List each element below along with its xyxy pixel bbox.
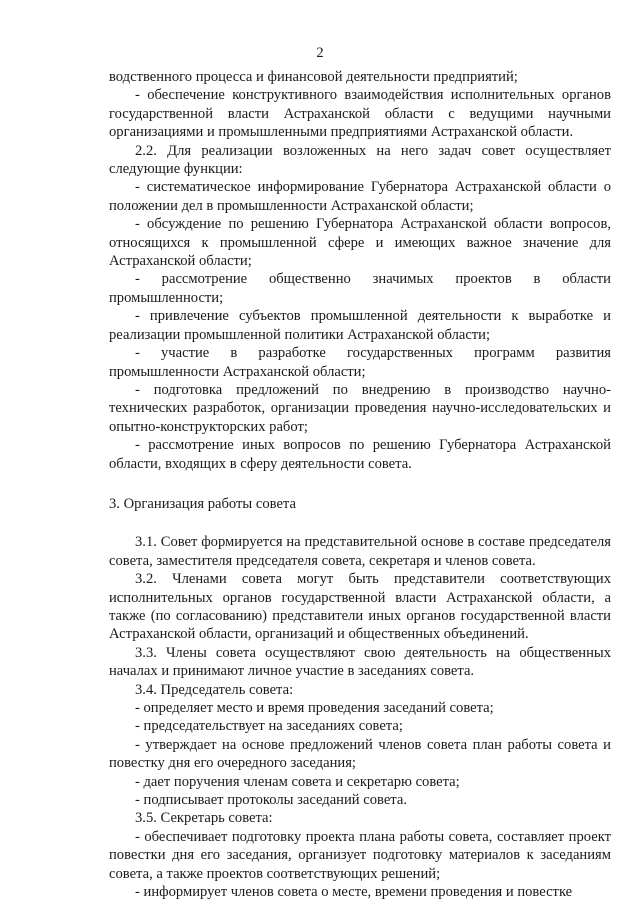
paragraph: - обеспечение конструктивного взаимодействия исполнительных органов государственной власти Астраханской области с ведущими научными организациями и промышленными предприятиями Астраханской области. xyxy=(109,87,611,141)
paragraph: - дает поручения членам совета и секретарю совета; xyxy=(135,773,460,790)
paragraph: - подготовка предложений по внедрению в производство научно-технических разработок, организации проведения научно-исследовательских и опытно-конструкторских работ; xyxy=(109,381,611,435)
paragraph: 3.4. Председатель совета: xyxy=(135,681,294,698)
paragraph: 2.2. Для реализации возложенных на него задач совет осуществляет следующие функции: xyxy=(109,142,611,178)
paragraph: - обсуждение по решению Губернатора Астраханской области вопросов, относящихся к промышленной сфере и имеющих важное значение для Астраханской области; xyxy=(109,216,611,270)
paragraph: - определяет место и время проведения заседаний совета; xyxy=(135,700,494,716)
paragraph: - систематическое информирование Губернатора Астраханской области о положении дел в промышленности Астраханской области; xyxy=(109,179,611,214)
page-number: 2 xyxy=(316,45,324,61)
paragraph: 3.2. Членами совета могут быть представители соответствующих исполнительных органов государственной власти Астраханской области, а также (по согласованию) представители иных органов государственной власти Астраханской области, организаций и общественных объединений. xyxy=(109,571,611,643)
paragraph: - участие в разработке государственных программ развития промышленности Астраханской области; xyxy=(109,345,611,380)
paragraph: 3.1. Совет формируется на представительной основе в составе председателя совета, заместителя председателя совета, секретаря и членов совета. xyxy=(109,534,611,569)
paragraph: - рассмотрение общественно значимых проектов в области промышленности; xyxy=(109,271,611,306)
paragraph: - рассмотрение иных вопросов по решению Губернатора Астраханской области, входящих в сферу деятельности совета. xyxy=(109,437,611,472)
paragraph: - привлечение субъектов промышленной деятельности к выработке и реализации промышленной политики Астраханской области; xyxy=(109,308,611,343)
document-body xyxy=(109,68,611,901)
section-heading: 3. Организация работы совета xyxy=(109,495,296,512)
paragraph-continuation: водственного процесса и финансовой деятельности предприятий; xyxy=(109,69,518,85)
paragraph: - обеспечивает подготовку проекта плана работы совета, составляет проект повестки дня его заседания, организует подготовку материалов к заседаниям совета, а также проектов соответствующих решений; xyxy=(109,828,611,882)
paragraph: 3.3. Члены совета осуществляют свою деятельность на общественных началах и принимают личное участие в заседаниях совета. xyxy=(109,644,611,680)
paragraph: - утверждает на основе предложений членов совета план работы совета и повестку дня его очередного заседания; xyxy=(109,736,611,772)
paragraph: - подписывает протоколы заседаний совета. xyxy=(135,792,407,809)
paragraph: - информирует членов совета о месте, времени проведения и повестке xyxy=(135,884,573,901)
paragraph: 3.5. Секретарь совета: xyxy=(135,810,273,827)
paragraph: - председательствует на заседаниях совета; xyxy=(135,718,403,735)
